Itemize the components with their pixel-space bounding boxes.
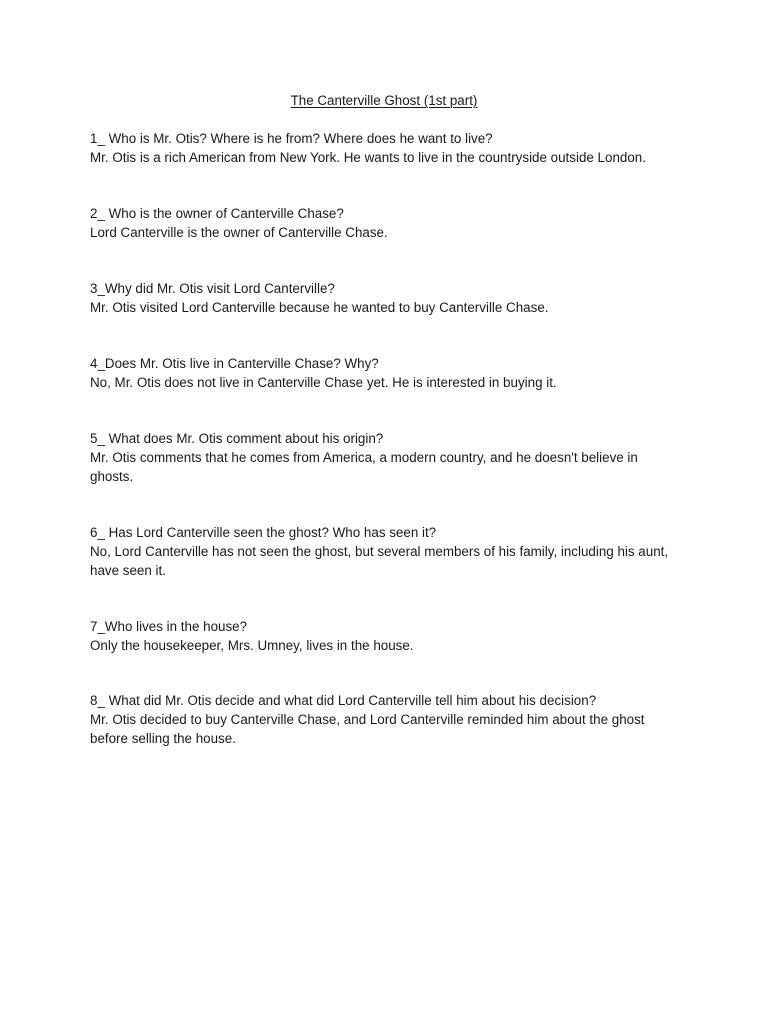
question-6: 6_ Has Lord Canterville seen the ghost? Who has seen it?	[90, 525, 437, 540]
question-8: 8_ What did Mr. Otis decide and what did Lord Canterville tell him about his decision?	[90, 693, 597, 708]
qa-item-4	[90, 354, 690, 392]
answer-1: Mr. Otis is a rich American from New York. He wants to live in the countryside outside London.	[90, 150, 646, 166]
answer-4: No, Mr. Otis does not live in Canterville Chase yet. He is interested in buying it.	[90, 375, 557, 391]
answer-6: No, Lord Canterville has not seen the ghost, but several members of his family, including his aunt, have seen it.	[90, 544, 672, 579]
question-2: 2_ Who is the owner of Canterville Chase?	[90, 206, 344, 221]
answer-2: Lord Canterville is the owner of Canterville Chase.	[90, 225, 388, 241]
qa-item-3	[90, 279, 690, 317]
question-5: 5_ What does Mr. Otis comment about his origin?	[90, 431, 384, 446]
qa-item-2	[90, 204, 690, 242]
answer-8: Mr. Otis decided to buy Canterville Chase, and Lord Canterville reminded him about the ghost before selling the house.	[90, 712, 649, 747]
qa-item-1	[90, 129, 690, 167]
qa-item-8	[90, 691, 690, 749]
answer-3: Mr. Otis visited Lord Canterville because he wanted to buy Canterville Chase.	[90, 300, 549, 316]
question-4: 4_Does Mr. Otis live in Canterville Chase? Why?	[90, 356, 379, 371]
answer-5: Mr. Otis comments that he comes from America, a modern country, and he doesn't believe in ghosts.	[90, 450, 642, 485]
document-title: The Canterville Ghost (1st part)	[290, 93, 478, 108]
qa-item-6	[90, 523, 690, 581]
qa-item-7	[90, 617, 690, 655]
question-3: 3_Why did Mr. Otis visit Lord Canterville?	[90, 281, 335, 296]
qa-item-5	[90, 429, 690, 487]
question-7: 7_Who lives in the house?	[90, 619, 248, 634]
question-1: 1_ Who is Mr. Otis? Where is he from? Where does he want to live?	[90, 131, 493, 146]
answer-7: Only the housekeeper, Mrs. Umney, lives in the house.	[90, 638, 414, 654]
